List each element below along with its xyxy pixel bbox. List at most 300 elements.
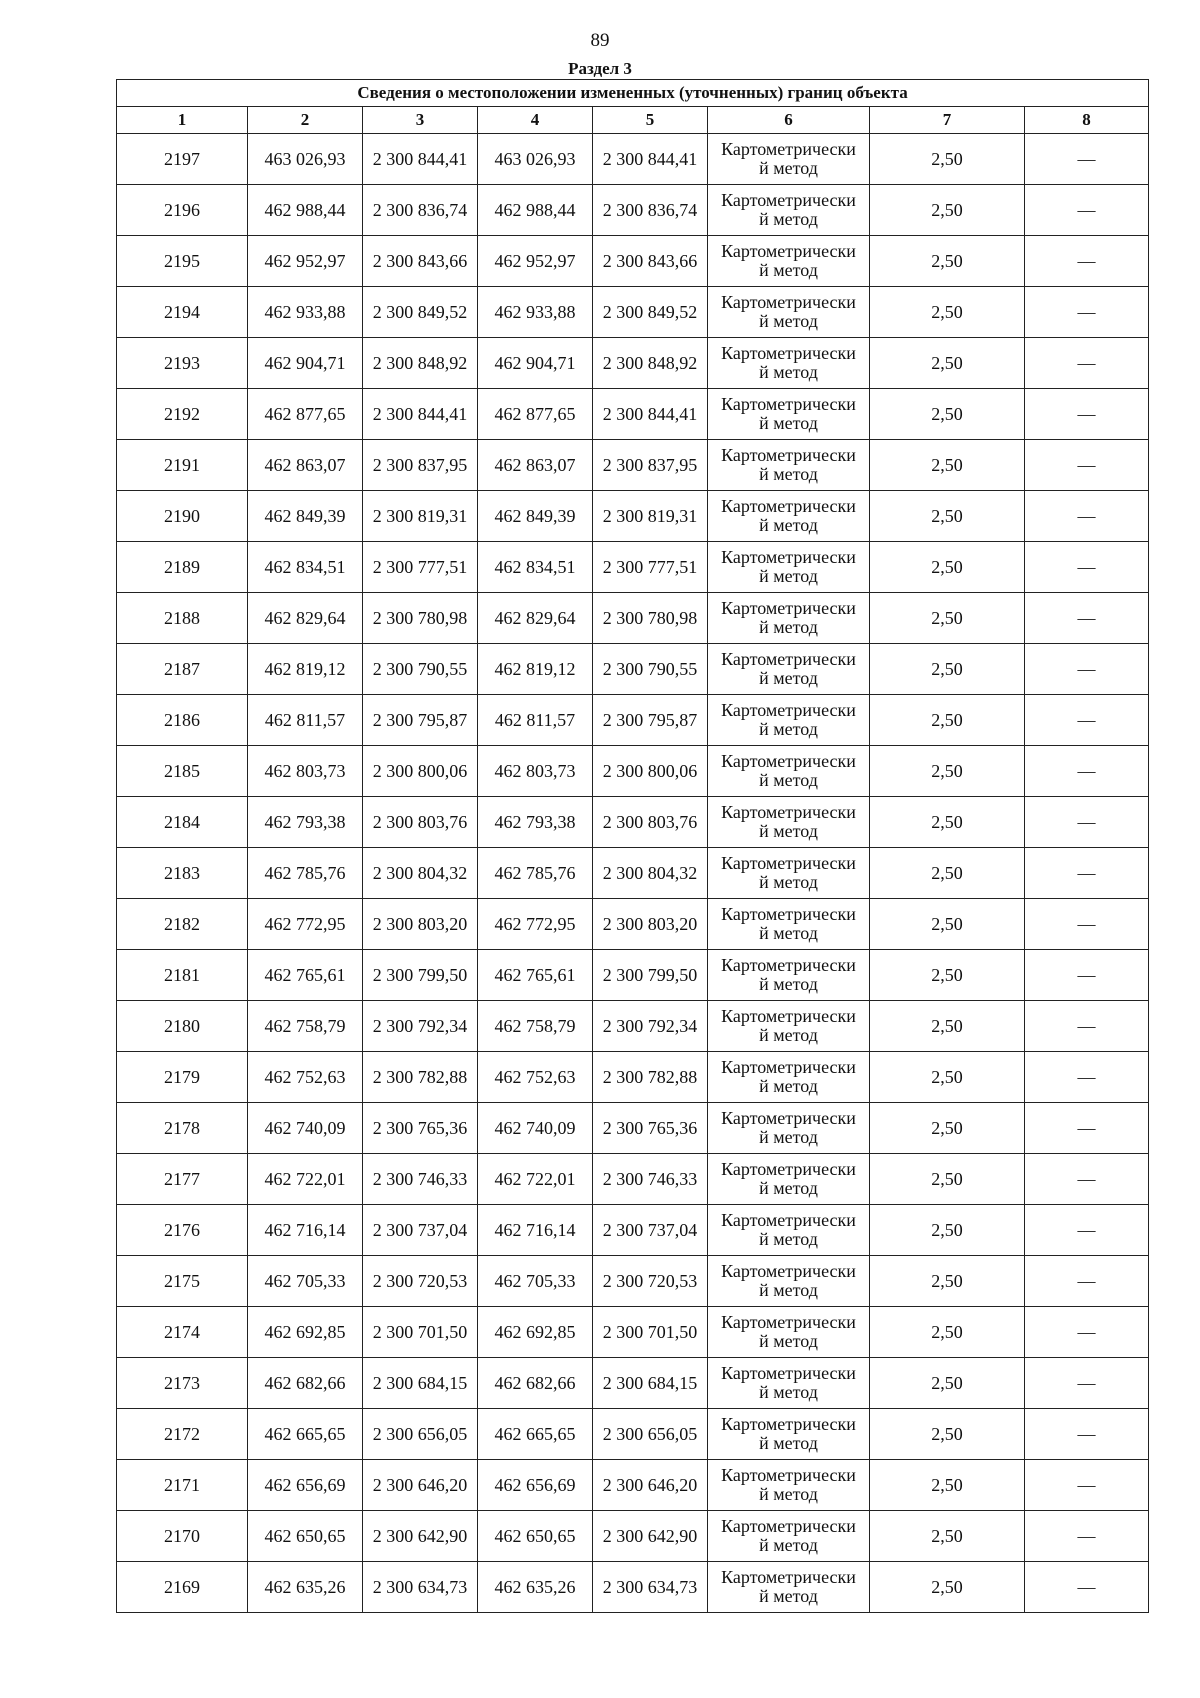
y-existing-cell: 2 300 792,34 (363, 1001, 478, 1052)
y-new-cell: 2 300 848,92 (593, 338, 708, 389)
table-row (117, 134, 1149, 185)
method-text: й метод (759, 872, 818, 892)
method-cell (708, 746, 870, 797)
x-existing-cell: 462 650,65 (248, 1511, 363, 1562)
method-text: Картометрически (721, 649, 856, 669)
x-new-cell: 462 877,65 (478, 389, 593, 440)
page-number: 89 (590, 30, 610, 51)
point-number-cell: 2174 (117, 1307, 248, 1358)
method-text: й метод (759, 1025, 818, 1045)
point-number-cell: 2171 (117, 1460, 248, 1511)
method-cell (708, 644, 870, 695)
y-existing-cell: 2 300 848,92 (363, 338, 478, 389)
accuracy-cell: 2,50 (870, 1409, 1025, 1460)
point-number-cell: 2183 (117, 848, 248, 899)
y-existing-cell: 2 300 843,66 (363, 236, 478, 287)
y-existing-cell: 2 300 746,33 (363, 1154, 478, 1205)
y-existing-cell: 2 300 844,41 (363, 389, 478, 440)
point-number-cell: 2190 (117, 491, 248, 542)
column-number-header: 5 (593, 107, 708, 134)
x-existing-cell: 462 988,44 (248, 185, 363, 236)
x-existing-cell: 462 682,66 (248, 1358, 363, 1409)
y-new-cell: 2 300 844,41 (593, 134, 708, 185)
y-new-cell: 2 300 782,88 (593, 1052, 708, 1103)
method-text: Картометрически (721, 1057, 856, 1077)
table-row (117, 1409, 1149, 1460)
y-new-cell: 2 300 800,06 (593, 746, 708, 797)
note-cell: — (1025, 542, 1149, 593)
method-cell (708, 185, 870, 236)
x-new-cell: 462 682,66 (478, 1358, 593, 1409)
x-existing-cell: 462 877,65 (248, 389, 363, 440)
method-text: Картометрически (721, 1363, 856, 1383)
x-new-cell: 462 819,12 (478, 644, 593, 695)
note-cell: — (1025, 899, 1149, 950)
y-existing-cell: 2 300 720,53 (363, 1256, 478, 1307)
y-existing-cell: 2 300 684,15 (363, 1358, 478, 1409)
note-cell: — (1025, 287, 1149, 338)
point-number-cell: 2194 (117, 287, 248, 338)
accuracy-cell: 2,50 (870, 593, 1025, 644)
x-new-cell: 462 758,79 (478, 1001, 593, 1052)
x-new-cell: 462 722,01 (478, 1154, 593, 1205)
y-new-cell: 2 300 780,98 (593, 593, 708, 644)
accuracy-cell: 2,50 (870, 542, 1025, 593)
x-new-cell: 462 635,26 (478, 1562, 593, 1613)
x-existing-cell: 462 863,07 (248, 440, 363, 491)
method-text: Картометрически (721, 1108, 856, 1128)
note-cell: — (1025, 1154, 1149, 1205)
y-new-cell: 2 300 795,87 (593, 695, 708, 746)
x-new-cell: 462 811,57 (478, 695, 593, 746)
point-number-cell: 2188 (117, 593, 248, 644)
method-cell (708, 899, 870, 950)
accuracy-cell: 2,50 (870, 1562, 1025, 1613)
method-cell (708, 1205, 870, 1256)
x-existing-cell: 462 705,33 (248, 1256, 363, 1307)
note-cell: — (1025, 338, 1149, 389)
y-new-cell: 2 300 792,34 (593, 1001, 708, 1052)
note-cell: — (1025, 593, 1149, 644)
method-text: Картометрически (721, 190, 856, 210)
method-text: Картометрически (721, 343, 856, 363)
method-text: Картометрически (721, 1465, 856, 1485)
x-existing-cell: 462 765,61 (248, 950, 363, 1001)
method-text: й метод (759, 770, 818, 790)
column-number-header: 3 (363, 107, 478, 134)
table-row (117, 593, 1149, 644)
method-cell (708, 389, 870, 440)
note-cell: — (1025, 389, 1149, 440)
y-new-cell: 2 300 836,74 (593, 185, 708, 236)
method-text: Картометрически (721, 496, 856, 516)
method-text: Картометрически (721, 700, 856, 720)
accuracy-cell: 2,50 (870, 236, 1025, 287)
method-text: Картометрически (721, 1414, 856, 1434)
point-number-cell: 2192 (117, 389, 248, 440)
y-existing-cell: 2 300 777,51 (363, 542, 478, 593)
x-new-cell: 462 752,63 (478, 1052, 593, 1103)
method-cell (708, 338, 870, 389)
accuracy-cell: 2,50 (870, 1511, 1025, 1562)
method-text: й метод (759, 974, 818, 994)
point-number-cell: 2197 (117, 134, 248, 185)
table-row (117, 185, 1149, 236)
accuracy-cell: 2,50 (870, 287, 1025, 338)
column-number-header: 6 (708, 107, 870, 134)
y-new-cell: 2 300 720,53 (593, 1256, 708, 1307)
table-row (117, 1358, 1149, 1409)
y-existing-cell: 2 300 803,20 (363, 899, 478, 950)
table-caption: Сведения о местоположении измененных (уточненных) границ объекта (117, 80, 1149, 107)
method-cell (708, 593, 870, 644)
method-text: й метод (759, 1331, 818, 1351)
note-cell: — (1025, 1205, 1149, 1256)
method-cell (708, 797, 870, 848)
method-cell (708, 1511, 870, 1562)
x-new-cell: 462 904,71 (478, 338, 593, 389)
y-new-cell: 2 300 849,52 (593, 287, 708, 338)
method-cell (708, 1256, 870, 1307)
table-row (117, 440, 1149, 491)
accuracy-cell: 2,50 (870, 797, 1025, 848)
y-existing-cell: 2 300 790,55 (363, 644, 478, 695)
table-row (117, 950, 1149, 1001)
method-text: й метод (759, 1433, 818, 1453)
method-cell (708, 287, 870, 338)
method-cell (708, 695, 870, 746)
column-number-header: 8 (1025, 107, 1149, 134)
point-number-cell: 2193 (117, 338, 248, 389)
method-cell (708, 1001, 870, 1052)
y-existing-cell: 2 300 765,36 (363, 1103, 478, 1154)
x-existing-cell: 462 785,76 (248, 848, 363, 899)
x-new-cell: 462 665,65 (478, 1409, 593, 1460)
method-text: й метод (759, 1076, 818, 1096)
x-existing-cell: 462 740,09 (248, 1103, 363, 1154)
accuracy-cell: 2,50 (870, 389, 1025, 440)
y-existing-cell: 2 300 634,73 (363, 1562, 478, 1613)
point-number-cell: 2185 (117, 746, 248, 797)
accuracy-cell: 2,50 (870, 1256, 1025, 1307)
method-text: й метод (759, 413, 818, 433)
accuracy-cell: 2,50 (870, 134, 1025, 185)
x-new-cell: 462 849,39 (478, 491, 593, 542)
accuracy-cell: 2,50 (870, 848, 1025, 899)
x-existing-cell: 462 793,38 (248, 797, 363, 848)
accuracy-cell: 2,50 (870, 1358, 1025, 1409)
table-row (117, 899, 1149, 950)
y-new-cell: 2 300 819,31 (593, 491, 708, 542)
x-new-cell: 463 026,93 (478, 134, 593, 185)
x-new-cell: 462 716,14 (478, 1205, 593, 1256)
note-cell: — (1025, 185, 1149, 236)
note-cell: — (1025, 440, 1149, 491)
point-number-cell: 2179 (117, 1052, 248, 1103)
x-existing-cell: 462 692,85 (248, 1307, 363, 1358)
method-text: Картометрически (721, 1210, 856, 1230)
x-new-cell: 462 829,64 (478, 593, 593, 644)
method-text: Картометрически (721, 1006, 856, 1026)
table-row (117, 1001, 1149, 1052)
x-new-cell: 462 933,88 (478, 287, 593, 338)
y-existing-cell: 2 300 799,50 (363, 950, 478, 1001)
y-new-cell: 2 300 737,04 (593, 1205, 708, 1256)
y-existing-cell: 2 300 782,88 (363, 1052, 478, 1103)
method-text: Картометрически (721, 802, 856, 822)
method-cell (708, 950, 870, 1001)
x-existing-cell: 462 758,79 (248, 1001, 363, 1052)
point-number-cell: 2196 (117, 185, 248, 236)
table-row (117, 1205, 1149, 1256)
method-text: й метод (759, 464, 818, 484)
table-row (117, 797, 1149, 848)
accuracy-cell: 2,50 (870, 950, 1025, 1001)
table-body (117, 134, 1149, 1613)
x-existing-cell: 462 849,39 (248, 491, 363, 542)
section-title: Раздел 3 (568, 59, 632, 78)
y-new-cell: 2 300 656,05 (593, 1409, 708, 1460)
column-number-header: 1 (117, 107, 248, 134)
note-cell: — (1025, 1256, 1149, 1307)
table-row (117, 848, 1149, 899)
accuracy-cell: 2,50 (870, 1307, 1025, 1358)
accuracy-cell: 2,50 (870, 1205, 1025, 1256)
y-existing-cell: 2 300 837,95 (363, 440, 478, 491)
y-new-cell: 2 300 843,66 (593, 236, 708, 287)
note-cell: — (1025, 1358, 1149, 1409)
method-cell (708, 1154, 870, 1205)
table-row (117, 1460, 1149, 1511)
table-row (117, 1256, 1149, 1307)
x-existing-cell: 462 752,63 (248, 1052, 363, 1103)
x-new-cell: 462 656,69 (478, 1460, 593, 1511)
point-number-cell: 2170 (117, 1511, 248, 1562)
point-number-cell: 2180 (117, 1001, 248, 1052)
method-text: й метод (759, 260, 818, 280)
y-new-cell: 2 300 803,20 (593, 899, 708, 950)
y-existing-cell: 2 300 646,20 (363, 1460, 478, 1511)
method-text: Картометрически (721, 1516, 856, 1536)
x-existing-cell: 463 026,93 (248, 134, 363, 185)
y-new-cell: 2 300 804,32 (593, 848, 708, 899)
method-text: й метод (759, 1178, 818, 1198)
y-existing-cell: 2 300 656,05 (363, 1409, 478, 1460)
method-text: Картометрически (721, 955, 856, 975)
method-cell (708, 134, 870, 185)
y-existing-cell: 2 300 701,50 (363, 1307, 478, 1358)
x-new-cell: 462 772,95 (478, 899, 593, 950)
table-row (117, 389, 1149, 440)
x-new-cell: 462 650,65 (478, 1511, 593, 1562)
method-text: й метод (759, 515, 818, 535)
point-number-cell: 2177 (117, 1154, 248, 1205)
x-new-cell: 462 692,85 (478, 1307, 593, 1358)
method-text: Картометрически (721, 547, 856, 567)
method-text: й метод (759, 362, 818, 382)
note-cell: — (1025, 797, 1149, 848)
table-row (117, 1154, 1149, 1205)
table-row (117, 542, 1149, 593)
point-number-cell: 2191 (117, 440, 248, 491)
note-cell: — (1025, 695, 1149, 746)
point-number-cell: 2184 (117, 797, 248, 848)
y-new-cell: 2 300 642,90 (593, 1511, 708, 1562)
y-existing-cell: 2 300 737,04 (363, 1205, 478, 1256)
method-cell (708, 491, 870, 542)
table-caption-row (117, 80, 1149, 107)
coordinates-table (116, 79, 1149, 1613)
method-text: Картометрически (721, 1312, 856, 1332)
note-cell: — (1025, 746, 1149, 797)
method-text: й метод (759, 821, 818, 841)
note-cell: — (1025, 1001, 1149, 1052)
note-cell: — (1025, 491, 1149, 542)
table-row (117, 1103, 1149, 1154)
method-text: Картометрически (721, 292, 856, 312)
method-text: й метод (759, 1127, 818, 1147)
point-number-cell: 2195 (117, 236, 248, 287)
method-cell (708, 440, 870, 491)
x-existing-cell: 462 656,69 (248, 1460, 363, 1511)
method-text: й метод (759, 566, 818, 586)
y-existing-cell: 2 300 844,41 (363, 134, 478, 185)
method-text: й метод (759, 158, 818, 178)
note-cell: — (1025, 1511, 1149, 1562)
method-cell (708, 1052, 870, 1103)
note-cell: — (1025, 134, 1149, 185)
method-text: Картометрически (721, 904, 856, 924)
accuracy-cell: 2,50 (870, 1001, 1025, 1052)
y-existing-cell: 2 300 800,06 (363, 746, 478, 797)
x-existing-cell: 462 716,14 (248, 1205, 363, 1256)
table-row (117, 338, 1149, 389)
method-text: Картометрически (721, 853, 856, 873)
method-cell (708, 1460, 870, 1511)
y-new-cell: 2 300 646,20 (593, 1460, 708, 1511)
method-text: Картометрически (721, 1159, 856, 1179)
y-existing-cell: 2 300 795,87 (363, 695, 478, 746)
column-number-header: 2 (248, 107, 363, 134)
y-existing-cell: 2 300 836,74 (363, 185, 478, 236)
method-cell (708, 1562, 870, 1613)
accuracy-cell: 2,50 (870, 1052, 1025, 1103)
method-cell (708, 1103, 870, 1154)
method-cell (708, 1409, 870, 1460)
y-new-cell: 2 300 765,36 (593, 1103, 708, 1154)
x-existing-cell: 462 772,95 (248, 899, 363, 950)
method-text: й метод (759, 719, 818, 739)
x-new-cell: 462 705,33 (478, 1256, 593, 1307)
method-text: Картометрически (721, 139, 856, 159)
x-new-cell: 462 988,44 (478, 185, 593, 236)
note-cell: — (1025, 1307, 1149, 1358)
x-new-cell: 462 803,73 (478, 746, 593, 797)
y-new-cell: 2 300 790,55 (593, 644, 708, 695)
accuracy-cell: 2,50 (870, 185, 1025, 236)
point-number-cell: 2172 (117, 1409, 248, 1460)
method-text: й метод (759, 1382, 818, 1402)
x-existing-cell: 462 803,73 (248, 746, 363, 797)
note-cell: — (1025, 1562, 1149, 1613)
x-new-cell: 462 863,07 (478, 440, 593, 491)
table-row (117, 1562, 1149, 1613)
point-number-cell: 2187 (117, 644, 248, 695)
y-new-cell: 2 300 746,33 (593, 1154, 708, 1205)
y-existing-cell: 2 300 803,76 (363, 797, 478, 848)
x-existing-cell: 462 829,64 (248, 593, 363, 644)
table-row (117, 491, 1149, 542)
accuracy-cell: 2,50 (870, 695, 1025, 746)
y-existing-cell: 2 300 804,32 (363, 848, 478, 899)
x-new-cell: 462 740,09 (478, 1103, 593, 1154)
x-existing-cell: 462 635,26 (248, 1562, 363, 1613)
x-new-cell: 462 834,51 (478, 542, 593, 593)
method-text: й метод (759, 1535, 818, 1555)
point-number-cell: 2181 (117, 950, 248, 1001)
column-number-header: 4 (478, 107, 593, 134)
accuracy-cell: 2,50 (870, 899, 1025, 950)
x-new-cell: 462 765,61 (478, 950, 593, 1001)
method-text: й метод (759, 1229, 818, 1249)
x-existing-cell: 462 834,51 (248, 542, 363, 593)
y-existing-cell: 2 300 780,98 (363, 593, 478, 644)
y-new-cell: 2 300 701,50 (593, 1307, 708, 1358)
method-text: Картометрически (721, 751, 856, 771)
point-number-cell: 2189 (117, 542, 248, 593)
y-new-cell: 2 300 837,95 (593, 440, 708, 491)
note-cell: — (1025, 1460, 1149, 1511)
table-row (117, 1052, 1149, 1103)
method-text: й метод (759, 617, 818, 637)
accuracy-cell: 2,50 (870, 746, 1025, 797)
method-text: й метод (759, 209, 818, 229)
method-text: Картометрически (721, 1567, 856, 1587)
accuracy-cell: 2,50 (870, 1103, 1025, 1154)
note-cell: — (1025, 236, 1149, 287)
method-cell (708, 542, 870, 593)
point-number-cell: 2182 (117, 899, 248, 950)
note-cell: — (1025, 1409, 1149, 1460)
x-new-cell: 462 952,97 (478, 236, 593, 287)
accuracy-cell: 2,50 (870, 491, 1025, 542)
method-cell (708, 236, 870, 287)
method-cell (708, 1307, 870, 1358)
y-existing-cell: 2 300 819,31 (363, 491, 478, 542)
x-existing-cell: 462 933,88 (248, 287, 363, 338)
note-cell: — (1025, 1103, 1149, 1154)
y-new-cell: 2 300 799,50 (593, 950, 708, 1001)
x-existing-cell: 462 952,97 (248, 236, 363, 287)
y-new-cell: 2 300 777,51 (593, 542, 708, 593)
x-existing-cell: 462 811,57 (248, 695, 363, 746)
table-row (117, 644, 1149, 695)
table-row (117, 695, 1149, 746)
method-text: Картометрически (721, 241, 856, 261)
x-existing-cell: 462 722,01 (248, 1154, 363, 1205)
accuracy-cell: 2,50 (870, 1460, 1025, 1511)
x-existing-cell: 462 665,65 (248, 1409, 363, 1460)
table-row (117, 236, 1149, 287)
y-existing-cell: 2 300 849,52 (363, 287, 478, 338)
y-new-cell: 2 300 684,15 (593, 1358, 708, 1409)
table-row (117, 287, 1149, 338)
accuracy-cell: 2,50 (870, 440, 1025, 491)
x-new-cell: 462 785,76 (478, 848, 593, 899)
column-number-row (117, 107, 1149, 134)
y-new-cell: 2 300 844,41 (593, 389, 708, 440)
y-new-cell: 2 300 803,76 (593, 797, 708, 848)
